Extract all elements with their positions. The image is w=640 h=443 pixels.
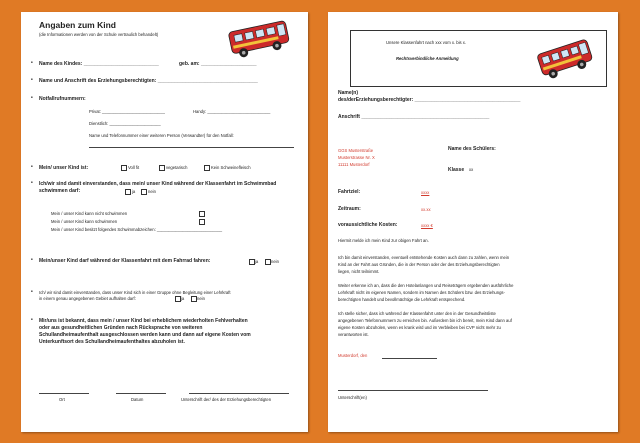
cost-value: xxxx € xyxy=(421,223,433,228)
hint-line-4: Unterkunftsort des Schullandheimaufenthaltes abzuholen ist. xyxy=(39,339,185,345)
paragraph-2-line-3: berechtigten handelt und bevollmächtige die Lehrkraft entsprechend. xyxy=(338,297,466,302)
diet-question: Mein/ unser Kind ist: xyxy=(39,165,89,171)
school-street: Musterstrasse Nr. X xyxy=(338,155,375,160)
form-page-right xyxy=(328,12,618,432)
other-person-label: Name und Telefonnummer einer weiteren Person (Verwandter) für den Notfall: xyxy=(89,133,234,138)
guardian-field[interactable]: Name und Anschrift des Erziehungsberechtigten: ____________________________________ xyxy=(39,78,258,84)
child-name-field[interactable]: Name des Kindes: ___________________________ xyxy=(39,61,159,67)
swim-yes-checkbox[interactable] xyxy=(125,189,131,195)
signature-label: Unterschrift(en) xyxy=(338,395,367,400)
paragraph-1-line-2: Kind an der Fahrt aus Gründen, die in der Person oder der des Erziehungsberechtigten xyxy=(338,262,500,267)
school-city: 11111 Musterdorf xyxy=(338,162,370,167)
sign-datum-line[interactable] xyxy=(116,393,166,394)
group-no-label: nein xyxy=(197,296,205,301)
diet-checkbox-no-pork[interactable] xyxy=(204,165,210,171)
paragraph-3-line-4: verantworten ist. xyxy=(338,332,369,337)
date-line[interactable] xyxy=(382,358,437,359)
diet-checkbox-vegetarian[interactable] xyxy=(159,165,165,171)
paragraph-3-line-2: angegebenen Telefonnummern zu erreichen bin. Außerdem bin ich bereit, mein Kind dann auf xyxy=(338,318,512,323)
bike-no-label: nein xyxy=(271,259,279,264)
hint-line-3: Schullandheimaufenthalt ausgeschlossen werden kann und dann auf eigene Kosten vom xyxy=(39,332,251,338)
signature-line[interactable] xyxy=(338,390,488,391)
subtitle: (die Informationen werden von der Schule vertraulich behandelt) xyxy=(39,32,159,37)
place-date: Musterdorf, den xyxy=(338,353,368,358)
period-value: xx.xx xyxy=(421,207,431,212)
sign-ort-line[interactable] xyxy=(39,393,89,394)
register-line: Hiermit melde ich mein Kind zur obigen Fahrt an. xyxy=(338,238,429,243)
swim-detail-2: Mein / unser Kind kann schwimmen xyxy=(51,219,118,224)
cost-label: voraussichtliche Kosten: xyxy=(338,222,398,228)
bike-question: Mein/unser Kind darf während der Klassenfahrt mit dem Fahrrad fahren: xyxy=(39,258,211,264)
sign-datum-label: Datum xyxy=(131,397,144,402)
student-name-label[interactable]: Name des Schülers: xyxy=(448,146,496,152)
trip-value: xxxx xyxy=(421,190,430,195)
address-field[interactable]: Anschrift ______________________________________________ xyxy=(338,114,490,120)
trip-label: Fahrtziel: xyxy=(338,189,361,195)
swim-detail-1-checkbox[interactable] xyxy=(199,211,205,217)
sign-unterschrift-line[interactable] xyxy=(189,393,289,394)
header-title: Rechtsverbindliche Anmeldung xyxy=(396,56,459,61)
header-line: Unsere Klassenfahrt nach xxx vom x. bis x. xyxy=(386,40,467,45)
group-question-line1: Ich/ wir sind damit einverstanden, dass unser Kind sich in einer Gruppe ohne Begleitung einer Lehrkraft xyxy=(39,290,231,295)
school-name: GGS Musterstraße xyxy=(338,148,374,153)
paragraph-2-line-1: Weiter erkenne ich an, dass die den Hotelanlangen und Reiseträgern ergebenden ausführliche xyxy=(338,283,514,288)
diet-option-no-pork: Kein Schweinefleisch xyxy=(211,165,251,170)
paragraph-1-line-1: Ich bin damit einverstanden, eventuell entstehende Kosten auch dann zu zahlen, wenn mein xyxy=(338,255,510,260)
swim-detail-3[interactable]: Mein / unser Kind besitzt folgendes Schwimmabzeichen: ____________________________ xyxy=(51,227,223,232)
sign-unterschrift-label: Unterschrift der/ des der Erziehungsberechtigten xyxy=(181,397,272,402)
class-value[interactable]: xx xyxy=(469,167,474,172)
sign-ort-label: Ort xyxy=(59,397,65,402)
diet-option-vegetarian: vegetarisch xyxy=(166,165,188,170)
birthdate-field[interactable]: geb. am: ____________________ xyxy=(179,61,257,67)
swim-no-checkbox[interactable] xyxy=(141,189,147,195)
swim-detail-1: Mein / unser Kind kann nicht schwimmen xyxy=(51,211,128,216)
class-label: Klasse xyxy=(448,167,465,173)
hint-line-1: Mir/uns ist bekannt, dass mein / unser Kind bei erheblichem wiederholten Fehlverhalten xyxy=(39,318,248,324)
page-title: Angaben zum Kind xyxy=(39,20,116,30)
school-bus-illustration xyxy=(224,16,296,60)
swim-yes-label: ja xyxy=(132,189,136,194)
paragraph-3-line-3: eigene Kosten abzuholen, wenn es krank wird und im Verbleiben bei CVP nicht mehr zu xyxy=(338,325,501,330)
hint-line-2: oder aus gesundheitlichen Gründen nach Rücksprache von weiteren xyxy=(39,325,203,331)
group-yes-label: ja xyxy=(181,296,185,301)
swim-no-label: nein xyxy=(148,189,156,194)
guardian-field[interactable]: des/derErziehungsberechtigter: ______________________________________ xyxy=(338,97,521,103)
swim-detail-2-checkbox[interactable] xyxy=(199,219,205,225)
diet-checkbox-fit[interactable] xyxy=(121,165,127,171)
emergency-label: Notfallrufnummern: xyxy=(39,96,86,102)
dienstlich-field[interactable]: Dienstlich: ______________________ xyxy=(89,121,161,126)
bike-yes-label: ja xyxy=(255,259,259,264)
other-person-line[interactable] xyxy=(89,147,294,148)
paragraph-1-line-3: liegen, nicht teilnimmt. xyxy=(338,269,380,274)
paragraph-2-line-2: Lehrkraft nicht im eigenen Namen, sondern im Namen des Schülers bzw. des Erziehungs- xyxy=(338,290,505,295)
group-question-line2: in einem genau angegebenen Gebiet aufhalten darf: xyxy=(39,296,136,301)
form-page-left: Angaben zum Kind (die Informationen werden von der Schule vertraulich behandelt) • Name des Kindes: ___________________________ geb. am: ____________________ • Name und Anschrift des Erziehungsberechtigten: ____________________________________ • Notfallrufnummern: Privat: ___________________________ Handy: ___________________________ Dienstlich: ______________________ Name und Telefonnummer einer weiteren Person (Verwandter) für den Notfall: • Mein/ unser Kind ist: Voll fit vegetarisch Kein Schweinefleisch • Ich/wir sind damit einverstanden, dass mein/ unser Kind während der Klassenfahrt im Schwimmbad schwimmen darf: ja nein Mein / unser Kind kann nicht schwimmen Mein / unser Kind kann schwimmen Mein / unser Kind besitzt folgendes Schwimmabzeichen: ____________________________ • Mein/unser Kind darf während der Klassenfahrt mit dem Fahrrad fahren: ja nein • Ich/ wir sind damit einverstanden, dass unser Kind sich in einer Gruppe ohne Begleitung einer Lehrkraft in einem genau angegebenen Gebiet aufhalten darf: ja nein • Mir/uns ist bekannt, dass mein / unser Kind bei erheblichem wiederholten Fehlverhalten oder aus gesundheitlichen Gründen nach Rücksprache von weiteren Schullandheimaufenthalt ausgeschlossen werden kann und dann auf eigene Kosten vom Unterkunftsort des Schullandheimaufenthaltes abzuholen ist. Ort Datum Unterschrift der/ des der Erziehungsberechtigten xyxy=(21,12,308,432)
swim-permission-question: Ich/wir sind damit einverstanden, dass mein/ unser Kind während der Klassenfahrt im Schwimmbad schwimmen darf: xyxy=(39,181,277,194)
names-label: Name(n) xyxy=(338,90,359,96)
diet-option-fit: Voll fit xyxy=(128,165,140,170)
paragraph-3-line-1: Ich stelle sicher, dass ich während der Klassenfahrt unter den in der Gesundheitsliste xyxy=(338,311,496,316)
handy-field[interactable]: Handy: ___________________________ xyxy=(193,109,271,114)
privat-field[interactable]: Privat: ___________________________ xyxy=(89,109,165,114)
period-label: Zeitraum: xyxy=(338,206,361,212)
school-bus-illustration xyxy=(533,34,599,82)
